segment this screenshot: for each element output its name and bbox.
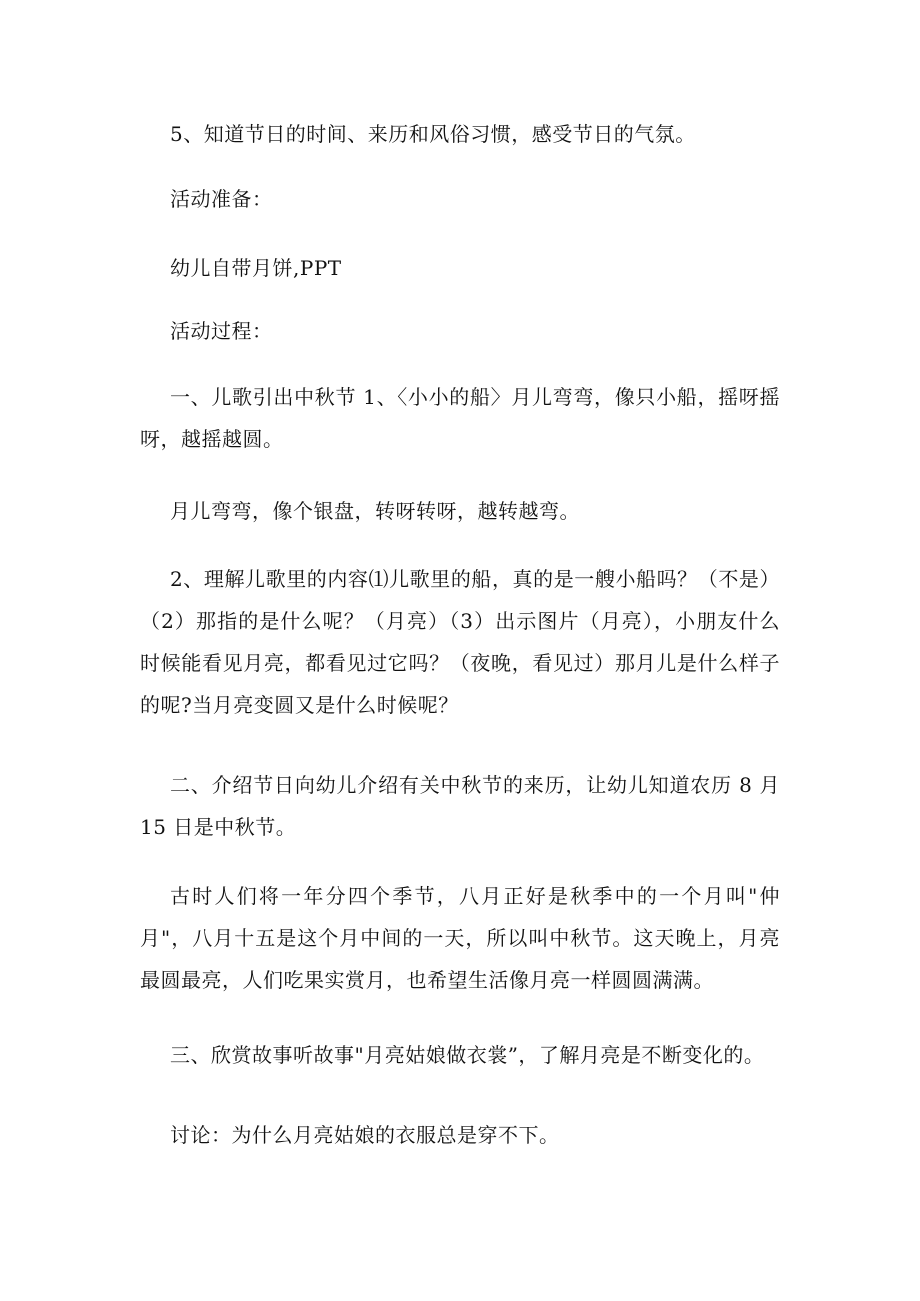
heading-activity-preparation: 活动准备：: [170, 187, 273, 211]
paragraph-step-story: 三、欣赏故事听故事"月亮姑娘做衣裳”，了解月亮是不断变化的。: [170, 1043, 765, 1067]
paragraph-materials: 幼儿自带月饼,PPT: [170, 256, 342, 280]
paragraph-festival-history: 古时人们将一年分四个季节，八月正好是秋季中的一个月叫"仲月"，八月十五是这个月中间的一天，所以叫中秋节。这天晚上，月亮最圆最亮，人们吃果实赏月，也希望生活像月亮一样圆圆满满。: [140, 884, 780, 992]
paragraph-discussion: 讨论：为什么月亮姑娘的衣服总是穿不下。: [170, 1123, 560, 1147]
paragraph-step-1-rhyme: 一、儿歌引出中秋节 1、〈小小的船〉月儿弯弯，像只小船，摇呀摇呀，越摇越圆。: [140, 385, 780, 451]
paragraph-step-introduce: 二、介绍节日向幼儿介绍有关中秋节的来历，让幼儿知道农历 8 月 15 日是中秋节。: [140, 773, 780, 839]
paragraph-step-2-questions: 2、理解儿歌里的内容⑴儿歌里的船，真的是一艘小船吗？（不是）（2）那指的是什么呢？（月亮）（3）出示图片（月亮），小朋友什么时候能看见月亮，都看见过它吗？（夜晚，看见过）那月儿是什么样子的呢?当月亮变圆又是什么时候呢？: [140, 567, 780, 717]
paragraph-objective-5: 5、知道节日的时间、来历和风俗习惯，感受节日的气氛。: [170, 122, 696, 146]
paragraph-rhyme-line-2: 月儿弯弯，像个银盘，转呀转呀，越转越弯。: [170, 499, 580, 523]
heading-activity-process: 活动过程：: [170, 319, 273, 343]
